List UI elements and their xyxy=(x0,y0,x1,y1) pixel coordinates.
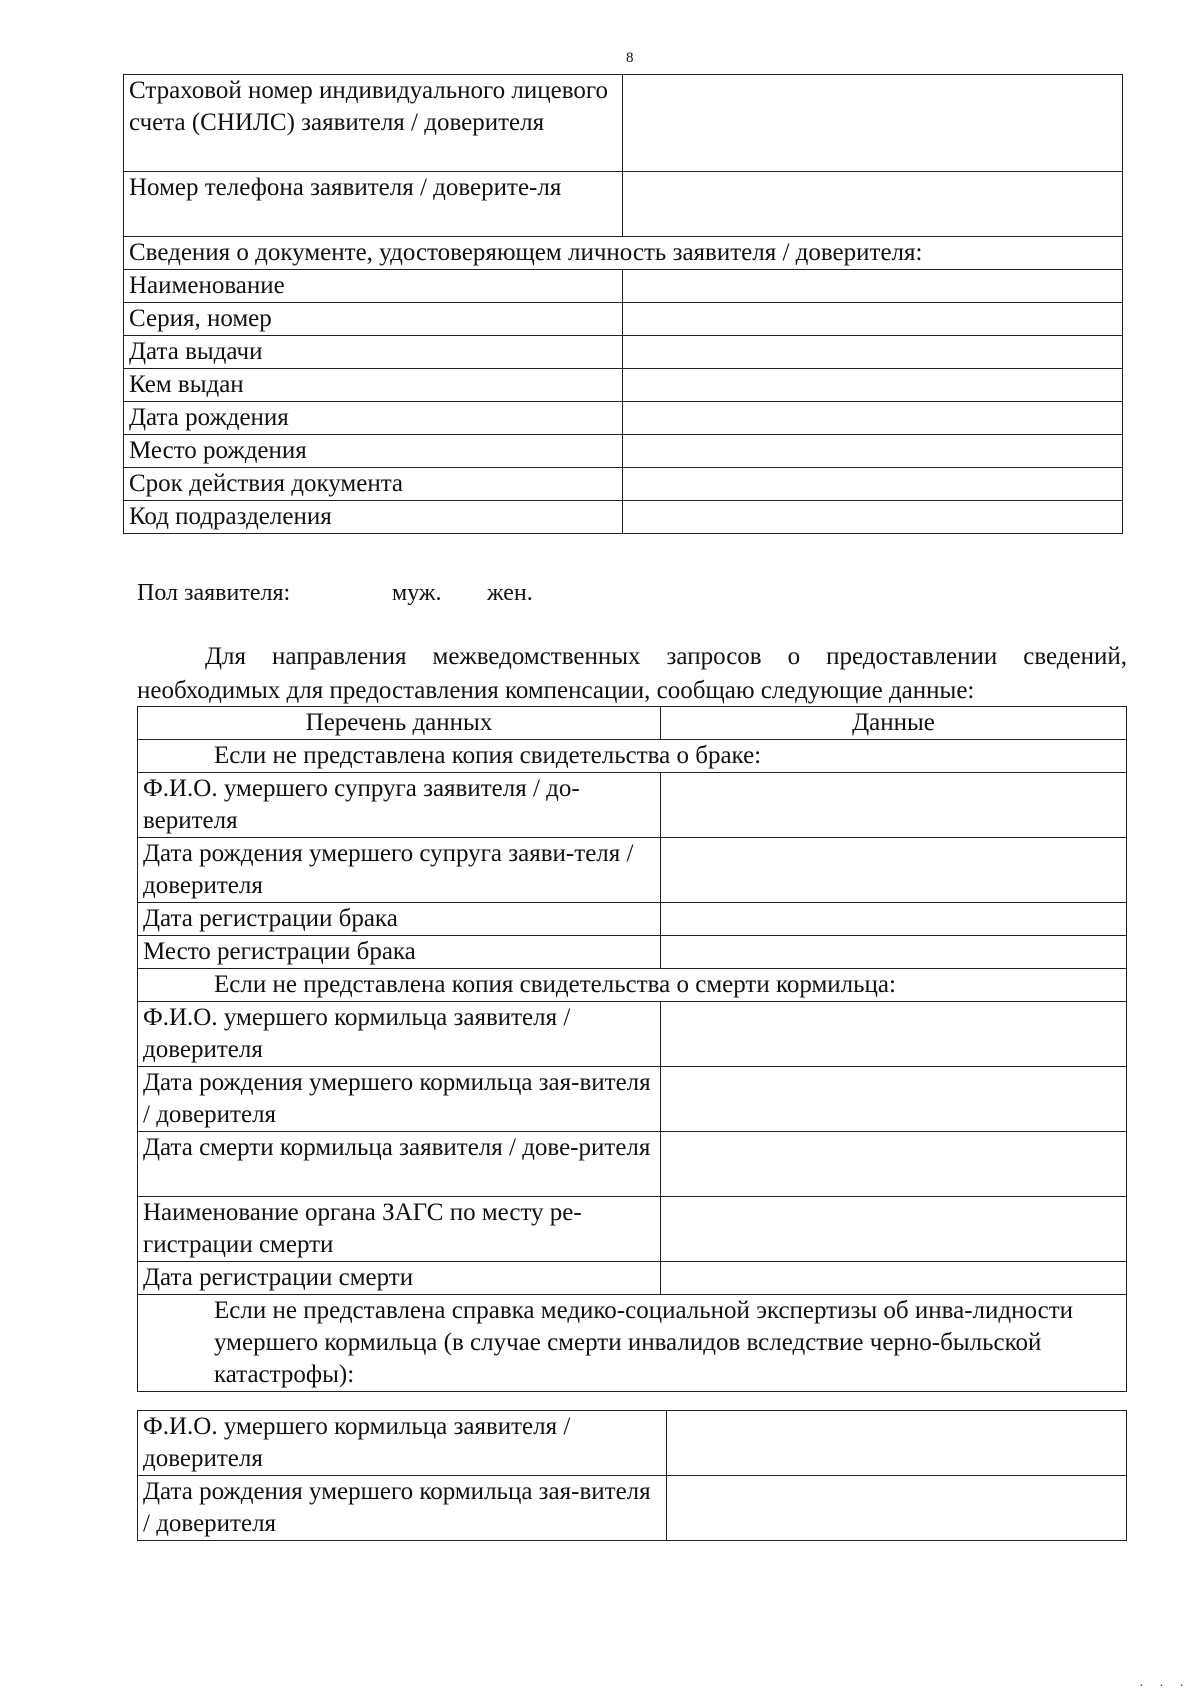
table-row xyxy=(138,936,1127,969)
birth-date-label: Дата рождения xyxy=(124,402,623,435)
table-row xyxy=(124,501,1123,534)
spouse-birth-date-value[interactable] xyxy=(661,838,1127,903)
phone-label: Номер телефона заявителя / доверите-ля xyxy=(124,172,623,237)
doc-validity-label: Срок действия документа xyxy=(124,468,623,501)
table-row xyxy=(124,303,1123,336)
applicant-info-table xyxy=(123,74,1123,534)
disabled-breadwinner-name-label: Ф.И.О. умершего кормильца заявителя / доверителя xyxy=(138,1411,667,1476)
table-row xyxy=(124,237,1123,270)
table-row xyxy=(124,435,1123,468)
death-section-title: Если не представлена копия свидетельства о смерти кормильца: xyxy=(138,969,1127,1002)
table-row xyxy=(138,740,1127,773)
disabled-breadwinner-birth-date-label: Дата рождения умершего кормильца зая-вителя / доверителя xyxy=(138,1476,667,1541)
table-row xyxy=(138,1197,1127,1262)
doc-issue-date-value[interactable] xyxy=(623,336,1123,369)
header-data: Данные xyxy=(661,707,1127,740)
table-row xyxy=(138,1295,1127,1392)
table-row xyxy=(138,1476,1127,1541)
disability-data-table xyxy=(137,1410,1127,1541)
table-row xyxy=(138,1262,1127,1295)
gender-line xyxy=(137,580,533,607)
table-row xyxy=(124,172,1123,237)
doc-series-label: Серия, номер xyxy=(124,303,623,336)
snils-label: Страховой номер индивидуального лицевого счета (СНИЛС) заявителя / доверителя xyxy=(124,75,623,172)
table-row xyxy=(138,903,1127,936)
marriage-date-value[interactable] xyxy=(661,903,1127,936)
table-header-row xyxy=(138,707,1127,740)
table-row xyxy=(138,1132,1127,1197)
scan-artifact-mark: · · · xyxy=(1139,1679,1190,1694)
death-registration-date-value[interactable] xyxy=(661,1262,1127,1295)
marriage-place-value[interactable] xyxy=(661,936,1127,969)
birth-place-label: Место рождения xyxy=(124,435,623,468)
snils-value[interactable] xyxy=(623,75,1123,172)
table-row xyxy=(138,1067,1127,1132)
intro-paragraph xyxy=(137,640,1127,708)
gender-label: Пол заявителя: xyxy=(137,580,291,606)
breadwinner-name-label: Ф.И.О. умершего кормильца заявителя / доверителя xyxy=(138,1002,661,1067)
marriage-place-label: Место регистрации брака xyxy=(138,936,661,969)
doc-validity-value[interactable] xyxy=(623,468,1123,501)
birth-place-value[interactable] xyxy=(623,435,1123,468)
doc-name-label: Наименование xyxy=(124,270,623,303)
spouse-name-label: Ф.И.О. умершего супруга заявителя / до-верителя xyxy=(138,773,661,838)
gender-male-option[interactable]: муж. xyxy=(392,580,442,606)
breadwinner-birth-date-value[interactable] xyxy=(661,1067,1127,1132)
spouse-name-value[interactable] xyxy=(661,773,1127,838)
marriage-section-title: Если не представлена копия свидетельства о браке: xyxy=(138,740,1127,773)
table-row xyxy=(124,468,1123,501)
table-row xyxy=(124,75,1123,172)
doc-issue-date-label: Дата выдачи xyxy=(124,336,623,369)
table-row xyxy=(138,838,1127,903)
disabled-breadwinner-name-value[interactable] xyxy=(667,1411,1127,1476)
registry-office-label: Наименование органа ЗАГС по месту ре-гистрации смерти xyxy=(138,1197,661,1262)
breadwinner-name-value[interactable] xyxy=(661,1002,1127,1067)
birth-date-value[interactable] xyxy=(623,402,1123,435)
breadwinner-death-date-value[interactable] xyxy=(661,1132,1127,1197)
table-row xyxy=(138,1411,1127,1476)
death-registration-date-label: Дата регистрации смерти xyxy=(138,1262,661,1295)
doc-issuer-value[interactable] xyxy=(623,369,1123,402)
page-number: 8 xyxy=(626,50,634,66)
table-row xyxy=(138,1002,1127,1067)
header-data-list: Перечень данных xyxy=(138,707,661,740)
doc-issuer-label: Кем выдан xyxy=(124,369,623,402)
division-code-label: Код подразделения xyxy=(124,501,623,534)
doc-series-value[interactable] xyxy=(623,303,1123,336)
disability-section-title: Если не представлена справка медико-социальной экспертизы об инва-лидности умершего кормильца (в случае смерти инвалидов вследствие черно-быльской катастрофы): xyxy=(138,1295,1127,1392)
registry-office-value[interactable] xyxy=(661,1197,1127,1262)
table-row xyxy=(124,402,1123,435)
spouse-birth-date-label: Дата рождения умершего супруга заяви-теля / доверителя xyxy=(138,838,661,903)
marriage-date-label: Дата регистрации брака xyxy=(138,903,661,936)
table-row xyxy=(124,336,1123,369)
table-row xyxy=(124,270,1123,303)
doc-name-value[interactable] xyxy=(623,270,1123,303)
table-row xyxy=(138,969,1127,1002)
table-row xyxy=(138,773,1127,838)
interagency-data-table xyxy=(137,706,1127,1392)
table-row xyxy=(124,369,1123,402)
breadwinner-death-date-label: Дата смерти кормильца заявителя / дове-рителя xyxy=(138,1132,661,1197)
intro-paragraph-text: Для направления межведомственных запросов о предоставлении сведений, необходимых для предоставления компенсации, сообщаю следующие данные: xyxy=(137,643,1127,704)
gender-female-option[interactable]: жен. xyxy=(487,580,533,606)
division-code-value[interactable] xyxy=(623,501,1123,534)
id-document-section-title: Сведения о документе, удостоверяющем личность заявителя / доверителя: xyxy=(124,237,1123,270)
phone-value[interactable] xyxy=(623,172,1123,237)
disabled-breadwinner-birth-date-value[interactable] xyxy=(667,1476,1127,1541)
breadwinner-birth-date-label: Дата рождения умершего кормильца зая-вителя / доверителя xyxy=(138,1067,661,1132)
